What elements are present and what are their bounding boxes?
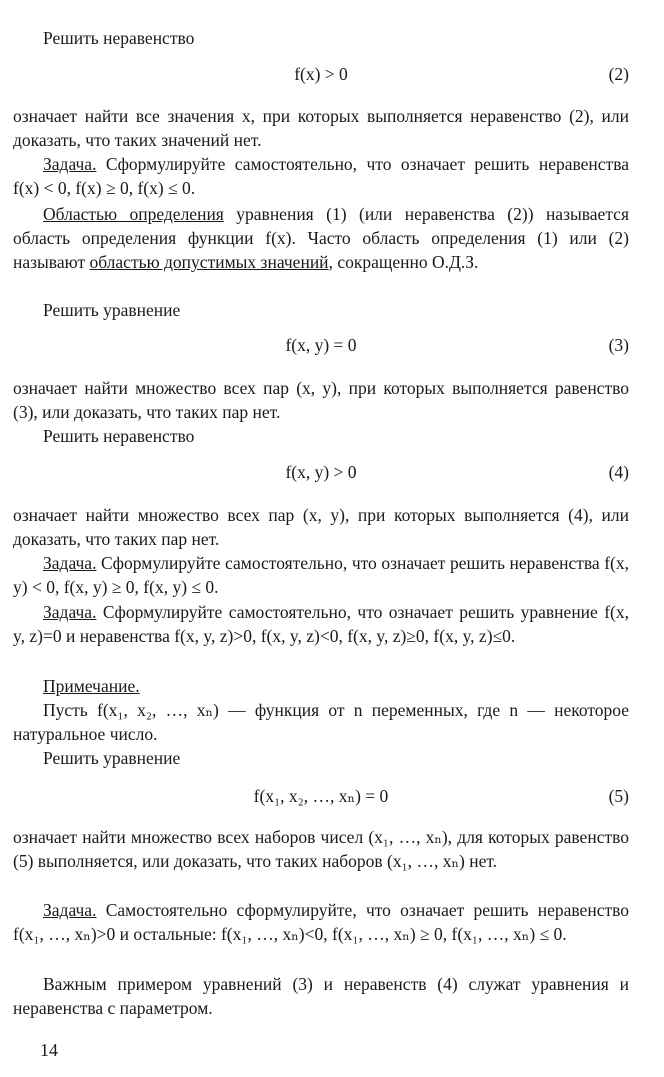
- note-heading: Примечание.: [43, 676, 140, 696]
- paragraph-solve-equation: Решить уравнение: [43, 300, 181, 320]
- paragraph-definition-3: означает найти множество всех пар (x, y), при которых выполняется равенство (3), или доказать, что таких пар нет.: [13, 378, 629, 422]
- formula-5: f(x₁, x₂, …, xₙ) = 0: [253, 786, 389, 806]
- paragraph-domain: Областью определения уравнения (1) (или неравенства (2)) называется область определения функции f(x). Часто область определения (1) или (2) называют областью допустимых значений, сокращенно О.Д.З.: [13, 204, 629, 272]
- task-label: Задача.: [43, 154, 97, 174]
- task-2: [13, 551, 629, 599]
- paragraph-parameter-example: Важным примером уравнений (3) и неравенств (4) служат уравнения и неравенства с параметром.: [13, 974, 629, 1018]
- formula-3: f(x, y) = 0: [285, 335, 357, 355]
- task-text: Сформулируйте самостоятельно, что означает решить неравенства f(x) < 0, f(x) ≥ 0, f(x) ≤ 0.: [13, 154, 629, 198]
- paragraph-solve-inequality: Решить неравенство: [43, 426, 195, 446]
- paragraph-definition-2: означает найти все значения x, при которых выполняется неравенство (2), или доказать, что таких значений нет.: [13, 106, 629, 150]
- paragraph-definition-4: означает найти множество всех пар (x, y), при которых выполняется (4), или доказать, что таких пар нет.: [13, 505, 629, 549]
- paragraph-solve-equation-n: Решить уравнение: [43, 748, 181, 768]
- task-label: Задача.: [43, 553, 97, 573]
- equation-number-2: (2): [608, 64, 629, 84]
- paragraph-intro: Решить неравенство: [43, 28, 195, 48]
- task-text: Сформулируйте самостоятельно, что означает решить уравнение f(x, y, z)=0 и неравенства f(x, y, z)>0, f(x, y, z)<0, f(x, y, z)≥0, f(x, y, z)≤0.: [13, 602, 629, 646]
- task-label: Задача.: [43, 602, 97, 622]
- paragraph-definition-5: означает найти множество всех наборов чисел (x₁, …, xₙ), для которых равенство (5) выполняется, или доказать, что таких наборов (x₁, …, xₙ) нет.: [13, 827, 629, 871]
- equation-number-4: (4): [608, 462, 629, 482]
- paragraph-n-variables: Пусть f(x₁, x₂, …, xₙ) — функция от n переменных, где n — некоторое натуральное число.: [13, 700, 629, 744]
- task-text: Самостоятельно сформулируйте, что означает решить неравенство f(x₁, …, xₙ)>0 и остальные: f(x₁, …, xₙ)<0, f(x₁, …, xₙ) ≥ 0, f(x₁, …, xₙ) ≤ 0.: [13, 900, 629, 944]
- task-text: Сформулируйте самостоятельно, что означает решить неравенства f(x, y) < 0, f(x, y) ≥ 0, f(x, y) ≤ 0.: [13, 553, 629, 597]
- task-1: [13, 152, 629, 200]
- formula-4: f(x, y) > 0: [285, 462, 357, 482]
- formula-2: f(x) > 0: [294, 64, 348, 84]
- page-number: 14: [40, 1040, 58, 1060]
- task-label: Задача.: [43, 900, 97, 920]
- term-admissible-values: областью допустимых значений: [89, 252, 329, 272]
- task-3: [13, 600, 629, 648]
- task-4: [13, 898, 629, 946]
- term-domain: Областью определения: [43, 204, 224, 224]
- equation-number-3: (3): [608, 335, 629, 355]
- equation-number-5: (5): [608, 786, 629, 806]
